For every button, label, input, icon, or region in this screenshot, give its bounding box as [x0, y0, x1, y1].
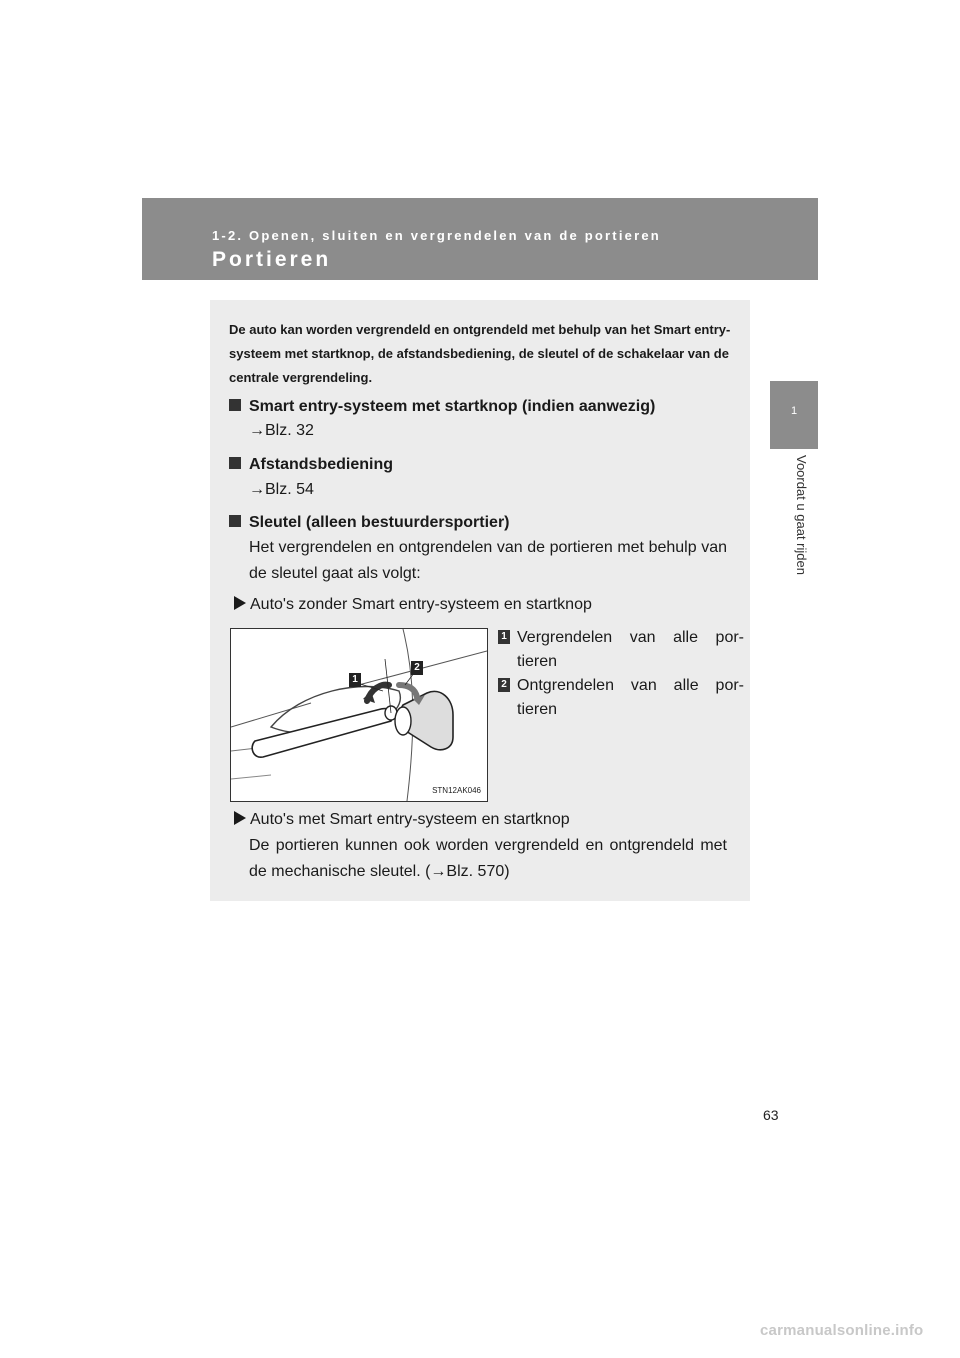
content-box	[210, 300, 750, 901]
chapter-title: Voordat u gaat rijden	[794, 455, 809, 575]
key-description: Het vergrendelen en ontgrendelen van de portieren met behulp van de sleutel gaat als volgt:	[249, 539, 727, 582]
page-title: Portieren	[212, 248, 332, 271]
mechanical-key-note: De portieren kunnen ook worden vergrendeld en ontgrendeld met de mechanische sleutel. (→Blz. 570)	[249, 837, 727, 880]
chapter-header	[142, 198, 818, 280]
watermark: carmanualsonline.info	[760, 1322, 924, 1339]
intro-text: De auto kan worden vergrendeld en ontgrendeld met behulp van het Smart entry-systeem met startknop, de afstandsbediening, de sleutel of de schakelaar van de centrale vergrendeling.	[229, 322, 731, 385]
legend-text: Vergrendelen van alle por-tieren	[517, 629, 744, 670]
section-title-remote: Afstandsbediening	[229, 456, 393, 474]
chapter-tab	[770, 381, 818, 449]
square-bullet-icon	[229, 399, 241, 411]
bullet-with-smart-entry: Auto's met Smart entry-systeem en startknop	[234, 811, 570, 829]
page-reference: →Blz. 54	[249, 481, 314, 498]
triangle-bullet-icon	[234, 811, 246, 825]
section-title-smart-entry: Smart entry-systeem met startknop (indien aanwezig)	[229, 398, 655, 416]
square-bullet-icon	[229, 515, 241, 527]
page-reference: →Blz. 32	[249, 422, 314, 439]
section-title-key: Sleutel (alleen bestuurdersportier)	[229, 514, 510, 532]
bullet-no-smart-entry: Auto's zonder Smart entry-systeem en startknop	[234, 596, 592, 614]
chapter-number: 1	[790, 405, 798, 417]
figure-code: STN12AK046	[432, 786, 481, 795]
door-handle-key-icon	[231, 629, 487, 801]
section-label: 1-2. Openen, sluiten en vergrendelen van de portieren	[212, 228, 661, 243]
callout-1: 1	[349, 673, 361, 687]
callout-2: 2	[411, 661, 423, 675]
number-badge: 2	[498, 678, 510, 692]
square-bullet-icon	[229, 457, 241, 469]
door-lock-illustration	[230, 628, 488, 802]
page-number: 63	[763, 1107, 779, 1123]
legend-text: Ontgrendelen van alle por-tieren	[517, 677, 744, 718]
number-badge: 1	[498, 630, 510, 644]
triangle-bullet-icon	[234, 596, 246, 610]
